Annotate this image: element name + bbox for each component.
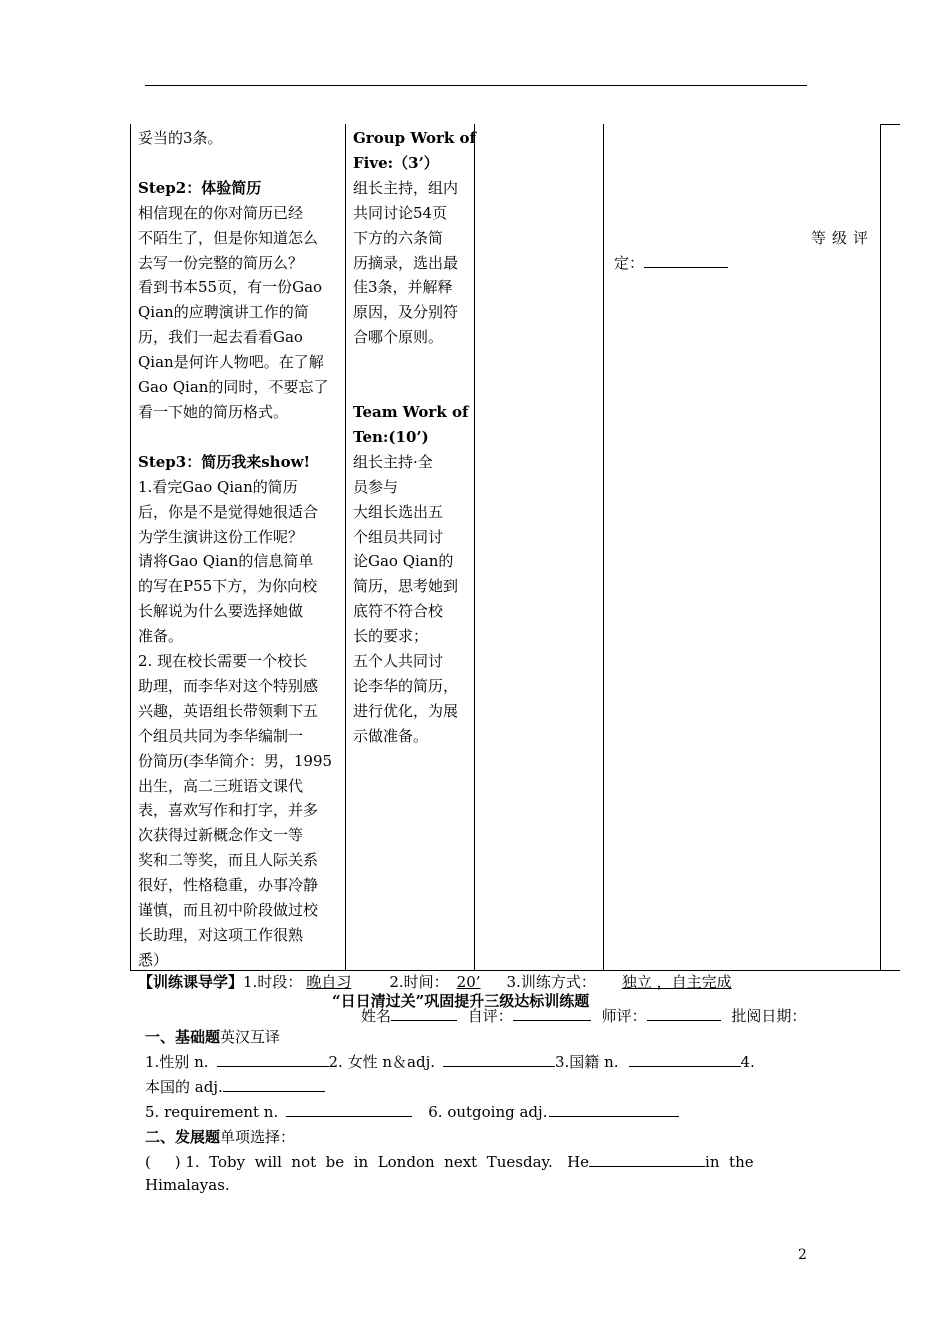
- section1-bold: 一、基础题: [145, 1028, 221, 1046]
- cell-line: [353, 350, 471, 375]
- cell-line: 看一下她的简历格式。: [138, 402, 289, 421]
- cell-line: 进行优化，为展: [353, 701, 459, 720]
- cell-line: 论李华的简历，: [353, 676, 459, 695]
- grade-blank: [644, 252, 728, 268]
- cell-line: 历摘录，选出最: [353, 253, 459, 272]
- cell-line: Ten:(10’): [353, 427, 429, 446]
- vocab-row-3: [145, 1101, 679, 1121]
- cell-line: 共同讨论54页: [353, 203, 448, 222]
- cell-line: 论Gao Qian的: [353, 552, 454, 571]
- vocab-item-6: 6. outgoing adj.: [428, 1103, 548, 1121]
- cell-line: Step3：简历我来show!: [138, 452, 311, 471]
- cell-line: Team Work of: [353, 402, 469, 421]
- cell-line: 下方的六条简: [353, 228, 444, 247]
- cell-line: [138, 151, 343, 176]
- table-col-procedure: [138, 126, 343, 973]
- vocab-blank-4[interactable]: [223, 1076, 325, 1092]
- section1-rest: 英汉互译: [220, 1028, 281, 1046]
- cell-line: 很好，性格稳重，办事冷静: [138, 876, 319, 895]
- vocab-row-1: [145, 1051, 755, 1072]
- cell-line: 合哪个原则。: [353, 328, 444, 347]
- cell-line: 员参与: [353, 477, 399, 496]
- section1-heading: [145, 1026, 280, 1047]
- vocab-item-2: 2. 女性 n＆adj.: [328, 1053, 435, 1071]
- teacher-eval-field[interactable]: [647, 1005, 721, 1021]
- cell-line: 悉）: [138, 950, 169, 969]
- cell-line: 奖和二等奖，而且人际关系: [138, 851, 319, 870]
- cell-line: Step2：体验简历: [138, 178, 262, 197]
- cell-line: 长的要求；: [353, 627, 429, 646]
- cell-line: 谨慎，而且初中阶段做过校: [138, 901, 319, 920]
- cell-line: 个组员共同为李华编制一: [138, 726, 304, 745]
- cell-line: 助理，而李华对这个特别感: [138, 676, 319, 695]
- vocab-blank-5[interactable]: [286, 1101, 412, 1117]
- name-field[interactable]: [391, 1005, 457, 1021]
- cell-line: 个组员共同讨: [353, 527, 444, 546]
- cell-line: 长解说为什么要选择她做: [138, 602, 304, 621]
- vocab-item-4-num: 4.: [740, 1053, 755, 1071]
- question-1-blank[interactable]: [589, 1151, 705, 1167]
- cell-line: 简历，思考她到: [353, 577, 459, 596]
- cell-line: 请将Gao Qian的信息简单: [138, 552, 314, 571]
- cell-line: 份简历(李华简介：男，1995: [138, 751, 333, 770]
- duration-label: 2.时间：: [389, 973, 449, 991]
- question-1-line2: Himalayas.: [145, 1176, 230, 1194]
- grade-label: 等级评: [811, 229, 875, 247]
- cell-line: 原因，及分别符: [353, 303, 459, 322]
- page-number: 2: [798, 1247, 807, 1263]
- teacher-eval-label: 师评：: [601, 1007, 647, 1025]
- cell-line: 准备。: [138, 627, 184, 646]
- section2-rest: 单项选择：: [220, 1128, 296, 1146]
- cell-line: Qian的应聘演讲工作的简: [138, 303, 309, 322]
- grade-field: [614, 252, 728, 273]
- cell-line: 组长主持，组内: [353, 178, 459, 197]
- cell-line: 佳3条，并解释: [353, 278, 453, 297]
- cell-line: 不陌生了，但是你知道怎么: [138, 228, 319, 247]
- cell-line: [353, 375, 471, 400]
- vocab-row-2: [145, 1076, 325, 1097]
- question-1-tail: in the: [705, 1153, 754, 1171]
- answer-paren[interactable]: ( ): [145, 1153, 181, 1171]
- vocab-item-5: 5. requirement n.: [145, 1103, 279, 1121]
- vocab-blank-1[interactable]: [217, 1051, 329, 1067]
- cell-line: 妥当的3条。: [138, 129, 223, 147]
- name-label: 姓名: [361, 1007, 392, 1025]
- cell-line: 2. 现在校长需要一个校长: [138, 652, 308, 671]
- cell-line: 1.看完Gao Qian的简历: [138, 477, 298, 496]
- cell-line: 相信现在的你对简历已经: [138, 203, 304, 222]
- self-eval-label: 自评：: [467, 1007, 513, 1025]
- cell-line: 出生，高二三班语文课代: [138, 776, 304, 795]
- cell-line: 组长主持·全: [353, 452, 433, 471]
- vocab-item-1: 1.性别 n.: [145, 1053, 209, 1071]
- cell-line: 兴趣，英语组长带领剩下五: [138, 701, 319, 720]
- training-label: 【训练课导学】: [138, 973, 244, 991]
- cell-line: 去写一份完整的简历么？: [138, 253, 304, 272]
- cell-line: 为学生演讲这份工作呢？: [138, 527, 304, 546]
- question-1-text: 1. Toby will not be in London next Tuesday. He: [185, 1153, 590, 1171]
- cell-line: 底符不符合校: [353, 602, 444, 621]
- cell-line: 历，我们一起去看看Gao: [138, 328, 303, 347]
- cell-line: 的写在P55下方，为你向校: [138, 577, 318, 596]
- cell-line: Qian是何许人物吧。在了解: [138, 353, 324, 372]
- cell-line: 大组长选出五: [353, 502, 444, 521]
- eval-line: [361, 1005, 806, 1026]
- time-value: 晚自习: [306, 973, 352, 991]
- vocab-blank-6[interactable]: [549, 1101, 679, 1117]
- vocab-item-4: 本国的 adj.: [145, 1078, 223, 1096]
- cell-line: 看到书本55页，有一份Gao: [138, 278, 323, 297]
- vocab-blank-2[interactable]: [443, 1051, 555, 1067]
- method-value: 独立 ，自主完成: [621, 973, 732, 991]
- cell-line: 次获得过新概念作文一等: [138, 826, 304, 845]
- cell-line: 示做准备。: [353, 726, 429, 745]
- vocab-blank-3[interactable]: [629, 1051, 741, 1067]
- cell-line: Five:（3’）: [353, 153, 439, 172]
- cell-line: Group Work of: [353, 129, 476, 147]
- method-label: 3.训练方式：: [506, 973, 596, 991]
- section2-heading: [145, 1126, 295, 1147]
- cell-line: 长助理，对这项工作很熟: [138, 926, 304, 944]
- training-line: [138, 971, 746, 992]
- exercise-title: “日日清过关”巩固提升三级达标训练题: [332, 992, 590, 1010]
- date-label: 批阅日期：: [731, 1007, 807, 1025]
- cell-line: [138, 425, 343, 450]
- time-label: 1.时段：: [243, 973, 303, 991]
- duration-value: 20’: [456, 973, 481, 991]
- self-eval-field[interactable]: [513, 1005, 591, 1021]
- header-rule: [145, 85, 807, 86]
- table-col-groupwork: [353, 126, 476, 749]
- cell-line: 表，喜欢写作和打字，并多: [138, 801, 319, 820]
- grade-prefix: 定：: [614, 254, 645, 272]
- section2-bold: 二、发展题: [145, 1128, 221, 1146]
- cell-line: 五个人共同讨: [353, 652, 444, 671]
- vocab-item-3: 3.国籍 n.: [555, 1053, 619, 1071]
- cell-line: Gao Qian的同时，不要忘了: [138, 378, 329, 397]
- cell-line: 后，你是不是觉得她很适合: [138, 502, 319, 521]
- question-1: [145, 1151, 754, 1171]
